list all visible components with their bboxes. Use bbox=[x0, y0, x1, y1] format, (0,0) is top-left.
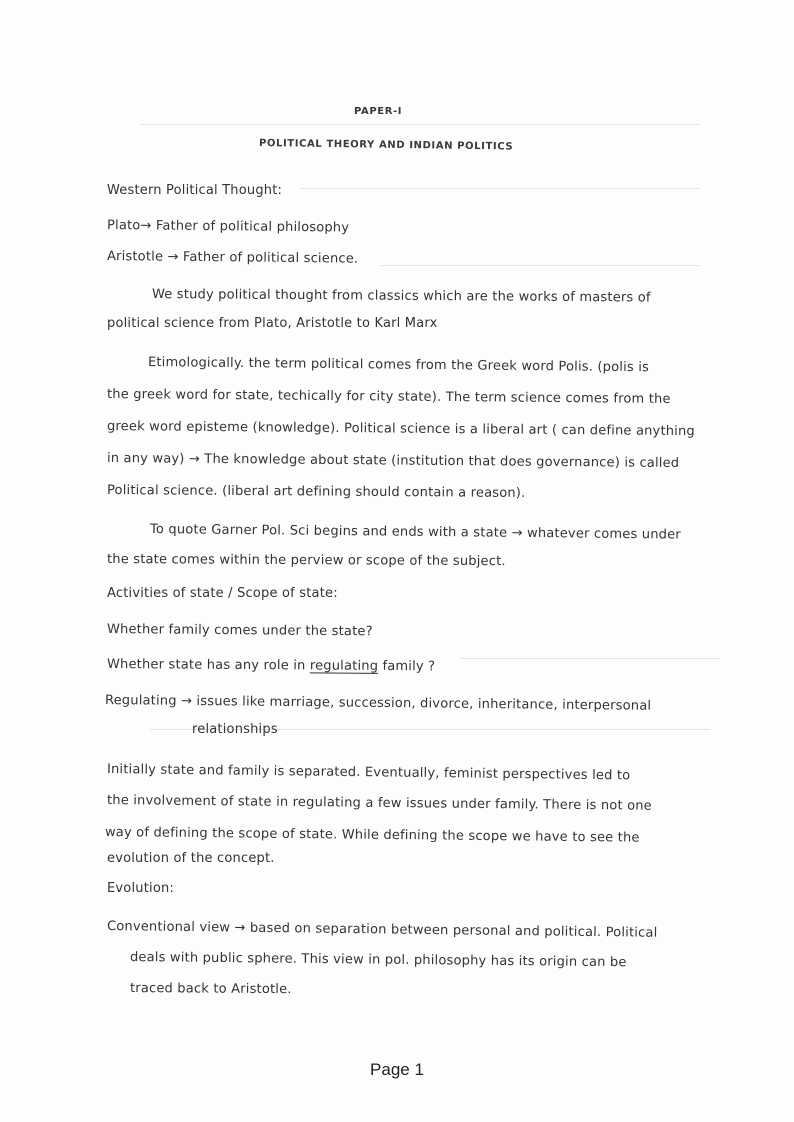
paper-label: PAPER-I bbox=[354, 106, 403, 117]
para4-line-2: the involvement of state in regulating a few issues under family. There is not one bbox=[106, 793, 653, 814]
para4-line-3: way of defining the scope of state. While defining the scope we have to see the bbox=[104, 825, 640, 846]
para2-line-2: the greek word for state, techically for city state). The term science comes from the bbox=[106, 387, 671, 407]
question-family: Whether family comes under the state? bbox=[106, 622, 373, 640]
aristotle-line: Aristotle → Father of political science. bbox=[106, 249, 359, 267]
page-title: POLITICAL THEORY AND INDIAN POLITICS bbox=[258, 138, 514, 153]
page-number: Page 1 bbox=[370, 1060, 424, 1079]
scan-noise bbox=[300, 188, 700, 189]
scan-noise bbox=[140, 124, 700, 125]
para4-line-4: evolution of the concept. bbox=[107, 851, 275, 866]
evolution-line-3: traced back to Aristotle. bbox=[129, 981, 292, 998]
para2-line-1: Etimologically. the term political comes from the Greek word Polis. (polis is bbox=[147, 355, 650, 376]
para3-line-1: To quote Garner Pol. Sci begins and ends with a state → whatever comes under bbox=[149, 522, 681, 543]
question-regulating bbox=[107, 657, 435, 674]
para2-line-4: in any way) → The knowledge about state (institution that does governance) is called bbox=[106, 451, 680, 471]
plato-line: Plato→ Father of political philosophy bbox=[106, 218, 350, 236]
regulating-issues-line-2: relationships bbox=[192, 722, 278, 737]
question-regulating-pre: Whether state has any role in bbox=[106, 657, 310, 674]
para2-line-5: Political science. (liberal art defining should contain a reason). bbox=[106, 483, 526, 501]
section-heading-scope: Activities of state / Scope of state: bbox=[107, 586, 338, 601]
question-regulating-post: family ? bbox=[378, 658, 436, 675]
section-heading-western: Western Political Thought: bbox=[107, 183, 283, 198]
regulating-issues-line-1: Regulating → issues like marriage, succession, divorce, inheritance, interpersonal bbox=[104, 693, 652, 714]
regulating-underlined: regulating bbox=[309, 658, 379, 674]
para4-line-1: Initially state and family is separated. Eventually, feminist perspectives led to bbox=[106, 762, 631, 784]
para1-line-2: political science from Plato, Aristotle to Karl Marx bbox=[107, 316, 438, 331]
scan-noise bbox=[380, 265, 700, 266]
evolution-line-1: Conventional view → based on separation between personal and political. Political bbox=[106, 919, 658, 941]
para2-line-3: greek word episteme (knowledge). Political science is a liberal art ( can define anything bbox=[106, 419, 695, 440]
para1-line-1: We study political thought from classics which are the works of masters of bbox=[151, 287, 651, 306]
para3-line-2: the state comes within the perview or scope of the subject. bbox=[106, 552, 506, 570]
evolution-line-2: deals with public sphere. This view in pol. philosophy has its origin can be bbox=[129, 950, 627, 971]
scan-noise bbox=[460, 658, 720, 659]
section-heading-evolution: Evolution: bbox=[107, 881, 174, 896]
